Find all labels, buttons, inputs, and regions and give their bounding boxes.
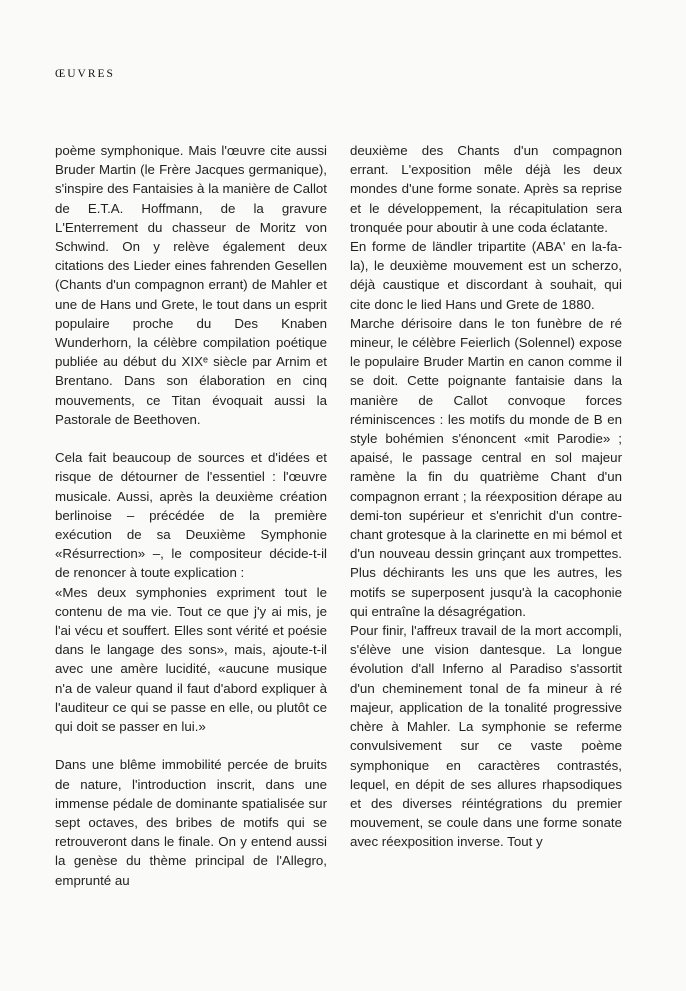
section-header: ŒUVRES <box>55 68 115 80</box>
paragraph: Marche dérisoire dans le ton funèbre de ré mineur, le célèbre Feierlich (Solennel) expose le populaire Bruder Martin en canon comme il se doit. Cette poignante fantaisie dans la manière de Callot convoque forces réminiscences : les motifs du monde de B en style bohémien s'énoncent «mit Parodie» ; apaisé, le passage central en sol majeur ramène la fin du quatrième Chant d'un compagnon errant ; la réexposition dérape au demi-ton supérieur et s'enrichit d'un contre-chant grotesque à la clarinette en mi bémol et d'un nouveau dessin grinçant aux trompettes. Plus déchirants les uns que les autres, les motifs se superposent jusqu'à la cacophonie qui entraîne la désagrégation. <box>350 315 622 619</box>
paragraph: En forme de ländler tripartite (ABA' en la-fa-la), le deuxième mouvement est un scherzo, déjà caustique et discordant à souhait, qui cite donc le lied Hans und Grete de 1880. <box>350 239 622 312</box>
paragraph: Cela fait beaucoup de sources et d'idées et risque de détourner de l'essentiel : l'œuvre musicale. Aussi, après la deuxième création berlinoise – précédée de la première exécution de sa Deuxième Symphonie «Résurrection» –, le compositeur décide-t-il de renoncer à toute explication : <box>55 450 327 581</box>
paragraph: Dans une blême immobilité percée de bruits de nature, l'introduction inscrit, dans une immense pédale de dominante spatialisée sur sept octaves, des bribes de motifs qui se retrouveront dans le finale. On y entend aussi la genèse du thème principal de l'Allegro, emprunté au <box>55 757 327 888</box>
left-column <box>55 141 327 890</box>
paragraph: Pour finir, l'affreux travail de la mort accompli, s'élève une vision dantesque. La longue évolution d'all Inferno al Paradiso s'assortit d'un cheminement tonal de fa mineur à ré majeur, application de la tonalité progressive chère à Mahler. La symphonie se referme convulsivement sur ce vaste poème symphonique en caractères contrastés, lequel, en dépit de ses allures rhapsodiques et des diverses réintégrations du premier mouvement, se coule dans une forme sonate avec réexposition inverse. Tout y <box>350 623 622 850</box>
right-column <box>350 141 622 852</box>
quote-paragraph: «Mes deux symphonies expriment tout le contenu de ma vie. Tout ce que j'y ai mis, je l'ai vécu et souffert. Elles sont vérité et poésie dans le langage des sons», mais, ajoute-t-il avec une amère lucidité, «aucune musique n'a de valeur quand il faut d'abord expliquer à l'auditeur ce qui se passe en elle, ou plutôt ce qui doit se passer en lui.» <box>55 584 327 735</box>
paragraph: poème symphonique. Mais l'œuvre cite aussi Bruder Martin (le Frère Jacques germanique), s'inspire des Fantaisies à la manière de Callot de E.T.A. Hoffmann, de la gravure L'Enterrement du chasseur de Moritz von Schwind. On y relève également deux citations des Lieder eines fahrenden Gesellen (Chants d'un compagnon errant) de Mahler et une de Hans und Grete, le tout dans un esprit populaire proche du Des Knaben Wunderhorn, la célèbre compilation poétique publiée au début du XIXᵉ siècle par Arnim et Brentano. Dans son élaboration en cinq mouvements, ce Titan évoquait aussi la Pastorale de Beethoven. <box>55 143 327 427</box>
paragraph: deuxième des Chants d'un compagnon errant. L'exposition mêle déjà les deux mondes d'une forme sonate. Après sa reprise et le développement, la récapitulation sera tronquée pour aboutir à une coda éclatante. <box>350 143 622 235</box>
